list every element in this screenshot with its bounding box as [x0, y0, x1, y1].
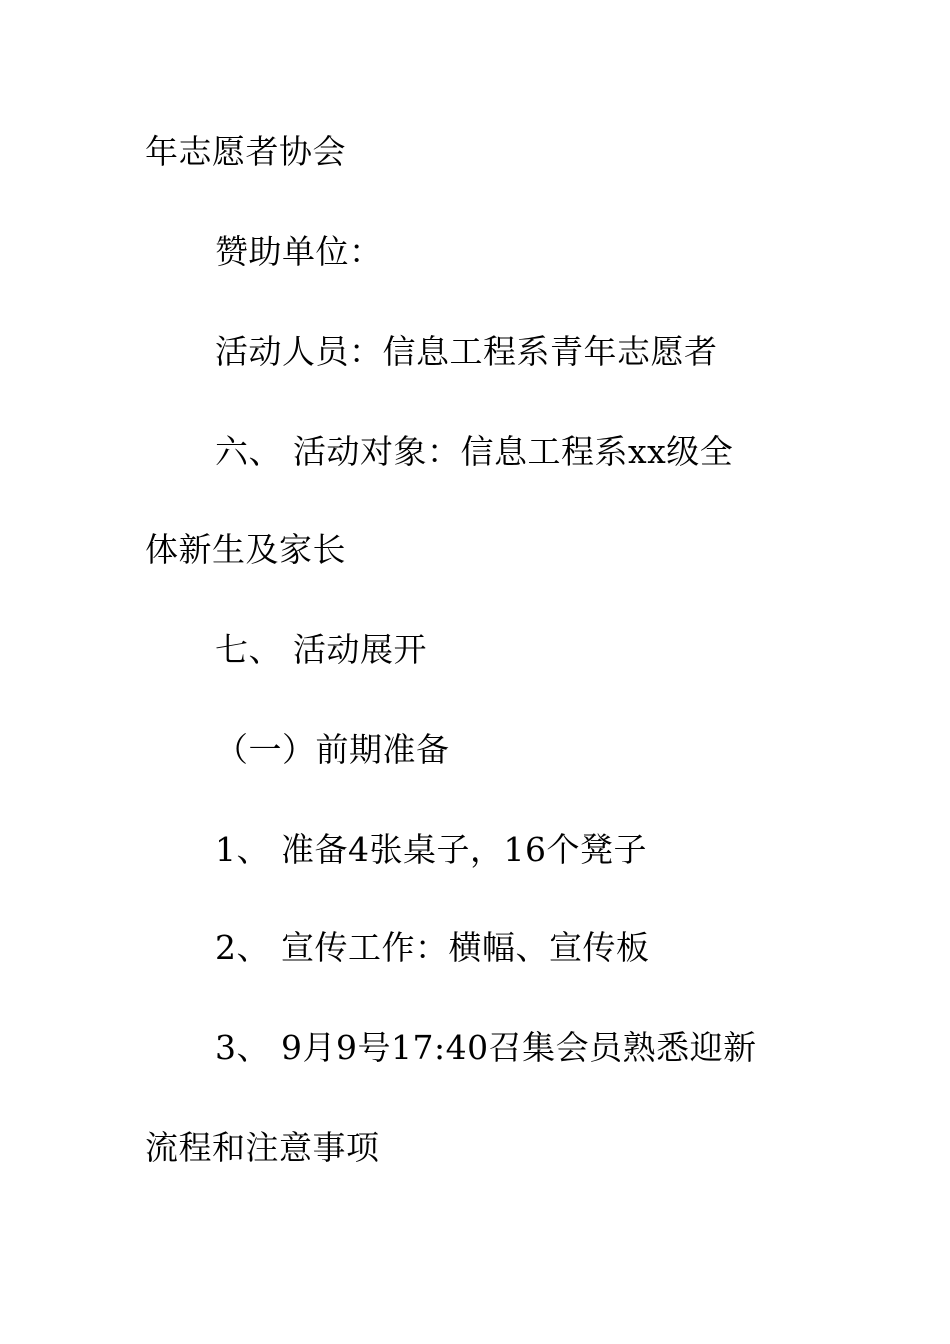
section-heading-activity: 七、 活动展开	[215, 630, 427, 669]
subsection-heading-preparation: （一）前期准备	[215, 730, 450, 769]
list-item-meeting: 3、 9月9号17:40召集会员熟悉迎新	[215, 1028, 757, 1067]
list-item-tables: 1、 准备4张桌子，16个凳子	[215, 830, 647, 869]
text-line-sponsor: 赞助单位：	[215, 232, 383, 271]
text-line-target-audience: 六、 活动对象：信息工程系xx级全	[215, 432, 734, 471]
text-line-target-audience-continued: 体新生及家长	[145, 530, 346, 569]
text-line-organizer-continued: 年志愿者协会	[145, 132, 346, 171]
list-item-meeting-continued: 流程和注意事项	[145, 1128, 380, 1167]
list-item-publicity: 2、 宣传工作：横幅、宣传板	[215, 928, 650, 967]
text-line-participants: 活动人员：信息工程系青年志愿者	[215, 332, 718, 371]
